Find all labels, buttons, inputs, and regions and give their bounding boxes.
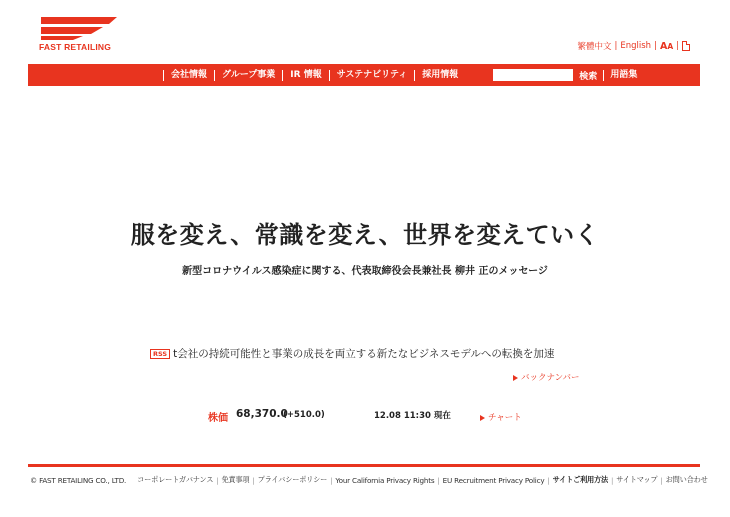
back-number-label: バックナンバー xyxy=(521,373,580,383)
news-item-link[interactable]: t会社の持続可能性と事業の成長を両立する新たなビジネスモデルへの転換を加速 xyxy=(173,348,555,360)
stock-change: (+510.0) xyxy=(283,410,325,420)
search-button[interactable]: 検索 xyxy=(579,69,597,82)
fast-retailing-logo[interactable] xyxy=(39,15,123,53)
footer xyxy=(30,475,711,485)
footer-link-sitemap[interactable]: サイトマップ xyxy=(616,475,658,484)
footer-separator: | xyxy=(547,475,550,485)
stock-price: 68,370.0 xyxy=(236,408,288,420)
nav-item-recruit[interactable]: 採用情報 xyxy=(414,70,465,81)
english-link[interactable]: English xyxy=(620,41,652,51)
footer-link-contact[interactable]: お問い合わせ xyxy=(665,475,708,484)
global-nav xyxy=(28,64,700,86)
logo-text: FAST RETAILING xyxy=(39,42,112,52)
stock-timestamp: 12.08 11:30 現在 xyxy=(374,411,451,421)
footer-link-california-privacy[interactable]: Your California Privacy Rights xyxy=(335,475,435,485)
logo-mark-icon xyxy=(39,15,119,41)
footer-link-disclaimer[interactable]: 免責事項 xyxy=(221,475,250,484)
copyright: © FAST RETAILING CO., LTD. xyxy=(30,475,127,485)
font-size-toggle[interactable]: AA xyxy=(659,40,674,52)
nav-item-company[interactable]: 会社情報 xyxy=(163,70,214,81)
stock-chart-link[interactable] xyxy=(480,411,522,423)
utility-separator: | xyxy=(676,41,679,51)
footer-separator: | xyxy=(252,475,255,485)
search-input[interactable] xyxy=(493,69,573,81)
utility-separator: | xyxy=(654,41,657,51)
ceo-message-link[interactable]: 新型コロナウイルス感染症に関する、代表取締役会長兼社長 柳井 正のメッセージ xyxy=(182,266,548,277)
rss-badge[interactable]: RSS xyxy=(150,349,170,359)
footer-divider xyxy=(28,464,700,467)
footer-link-site-usage[interactable]: サイトご利用方法 xyxy=(552,475,609,484)
nav-item-ir[interactable]: IR 情報 xyxy=(282,70,328,81)
nav-item-group-business[interactable]: グループ事業 xyxy=(214,70,282,81)
footer-link-governance[interactable]: コーポレートガバナンス xyxy=(137,475,214,484)
footer-link-eu-recruitment[interactable]: EU Recruitment Privacy Policy xyxy=(442,475,545,485)
chart-link-label: チャート xyxy=(488,413,522,423)
arrow-right-icon xyxy=(480,415,485,421)
footer-link-privacy[interactable]: プライバシーポリシー xyxy=(257,475,328,484)
footer-separator: | xyxy=(611,475,614,485)
footer-separator: | xyxy=(660,475,663,485)
trad-chinese-link[interactable]: 繁體中文 xyxy=(577,42,612,52)
stock-label: 株価 xyxy=(208,413,228,424)
footer-separator: | xyxy=(330,475,333,485)
nav-item-sustainability[interactable]: サステナビリティ xyxy=(329,70,415,81)
footer-separator: | xyxy=(216,475,219,485)
glossary-link[interactable]: 用語集 xyxy=(603,70,637,81)
nav-items xyxy=(163,70,465,81)
document-icon[interactable] xyxy=(682,41,690,51)
news-row xyxy=(150,346,554,361)
utility-links xyxy=(577,40,690,52)
utility-separator: | xyxy=(614,41,618,51)
footer-separator: | xyxy=(437,475,440,485)
hero-headline: 服を変え、常識を変え、世界を変えていく xyxy=(130,221,600,249)
back-number-link[interactable] xyxy=(513,371,579,383)
arrow-right-icon xyxy=(513,375,518,381)
